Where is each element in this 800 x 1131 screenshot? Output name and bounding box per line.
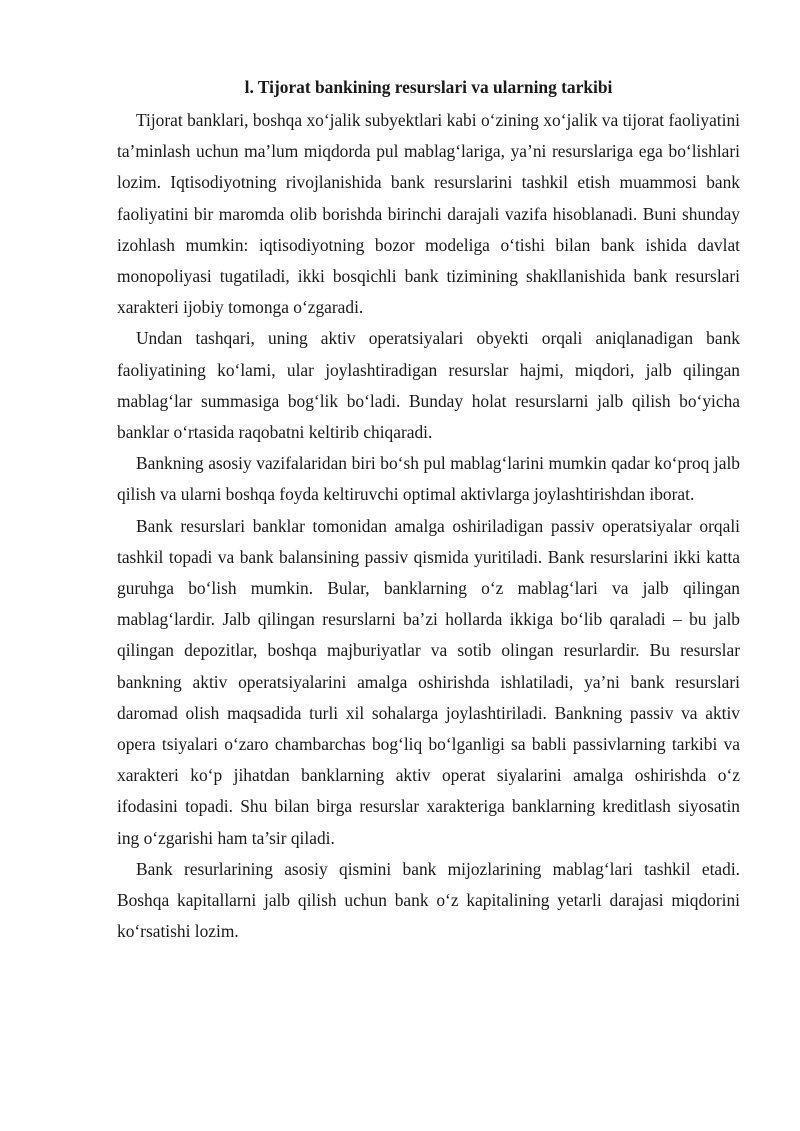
document-page	[117, 72, 740, 947]
paragraph: Bank resurlarining asosiy qismini bank mijozlarining mablag‘lari tashkil etadi. Boshqa kapitallarni jalb qilish uchun bank o‘z kapitalining yetarli darajasi miqdorini ko‘rsatishi lozim.	[117, 858, 740, 942]
paragraph: Tijorat banklari, boshqa xo‘jalik subyektlari kabi o‘zining xo‘jalik va tijorat faoliyatini ta’minlash uchun ma’lum miqdorda pul mablag‘lariga, ya’ni resurslariga ega bo‘lishlari lozim. Iqtisodiyotning rivojlanishida bank resurslarini tashkil etish muammosi bank faoliyatini bir maromda olib borishda birinchi darajali vazifa hisoblanadi. Buni shunday izohlash mumkin: iqtisodiyotning bozor modeliga o‘tishi bilan bank ishida davlat monopoliyasi tugatiladi, ikki bosqichli bank tizimining shakllanishida bank resurslari xarakteri ijobiy tomonga o‘zgaradi.	[117, 110, 740, 318]
paragraph: Bank resurslari banklar tomonidan amalga oshiriladigan passiv operatsiyalar orqali tashkil topadi va bank balansining passiv qismida yuritiladi. Bank resurslarini ikki katta guruhga bo‘lish mumkin. Bular, banklarning o‘z mablag‘lari va jalb qilingan mablag‘lardir. Jalb qilingan resurslarni ba’zi hollarda ikkiga bo‘lib qaraladi – bu jalb qilingan depozitlar, boshqa majburiyatlar va sotib olingan resurlardir. Bu resurslar bankning aktiv operatsiyalarini amalga oshirishda ishlatiladi, ya’ni bank resurslari daromad olish maqsadida turli xil sohalarga joylashtiriladi. Bankning passiv va aktiv opera tsiyalari o‘zaro chambarchas bog‘liq bo‘lganligi sa babli passivlarning tarkibi va xarakteri ko‘p jihatdan banklarning aktiv operat siyalarini amalga oshirishda o‘z ifodasini topadi. Shu bilan birga resurslar xarakteriga banklarning kreditlash siyosatin ing o‘zgarishi ham ta’sir qiladi.	[117, 515, 740, 848]
section-title: l. Tijorat bankining resurslari va ularning tarkibi	[244, 77, 613, 97]
paragraph: Undan tashqari, uning aktiv operatsiyalari obyekti orqali aniqlanadigan bank faoliyatining ko‘lami, ular joylashtiradigan resurslar hajmi, miqdori, jalb qilingan mablag‘lar summasiga bog‘lik bo‘ladi. Bunday holat resurslarni jalb qilish bo‘yicha banklar o‘rtasida raqobatni keltirib chiqaradi.	[117, 328, 740, 443]
paragraph: Bankning asosiy vazifalaridan biri bo‘sh pul mablag‘larini mumkin qadar ko‘proq jalb qilish va ularni boshqa foyda keltiruvchi optimal aktivlarga joylashtirishdan iborat.	[117, 453, 740, 505]
